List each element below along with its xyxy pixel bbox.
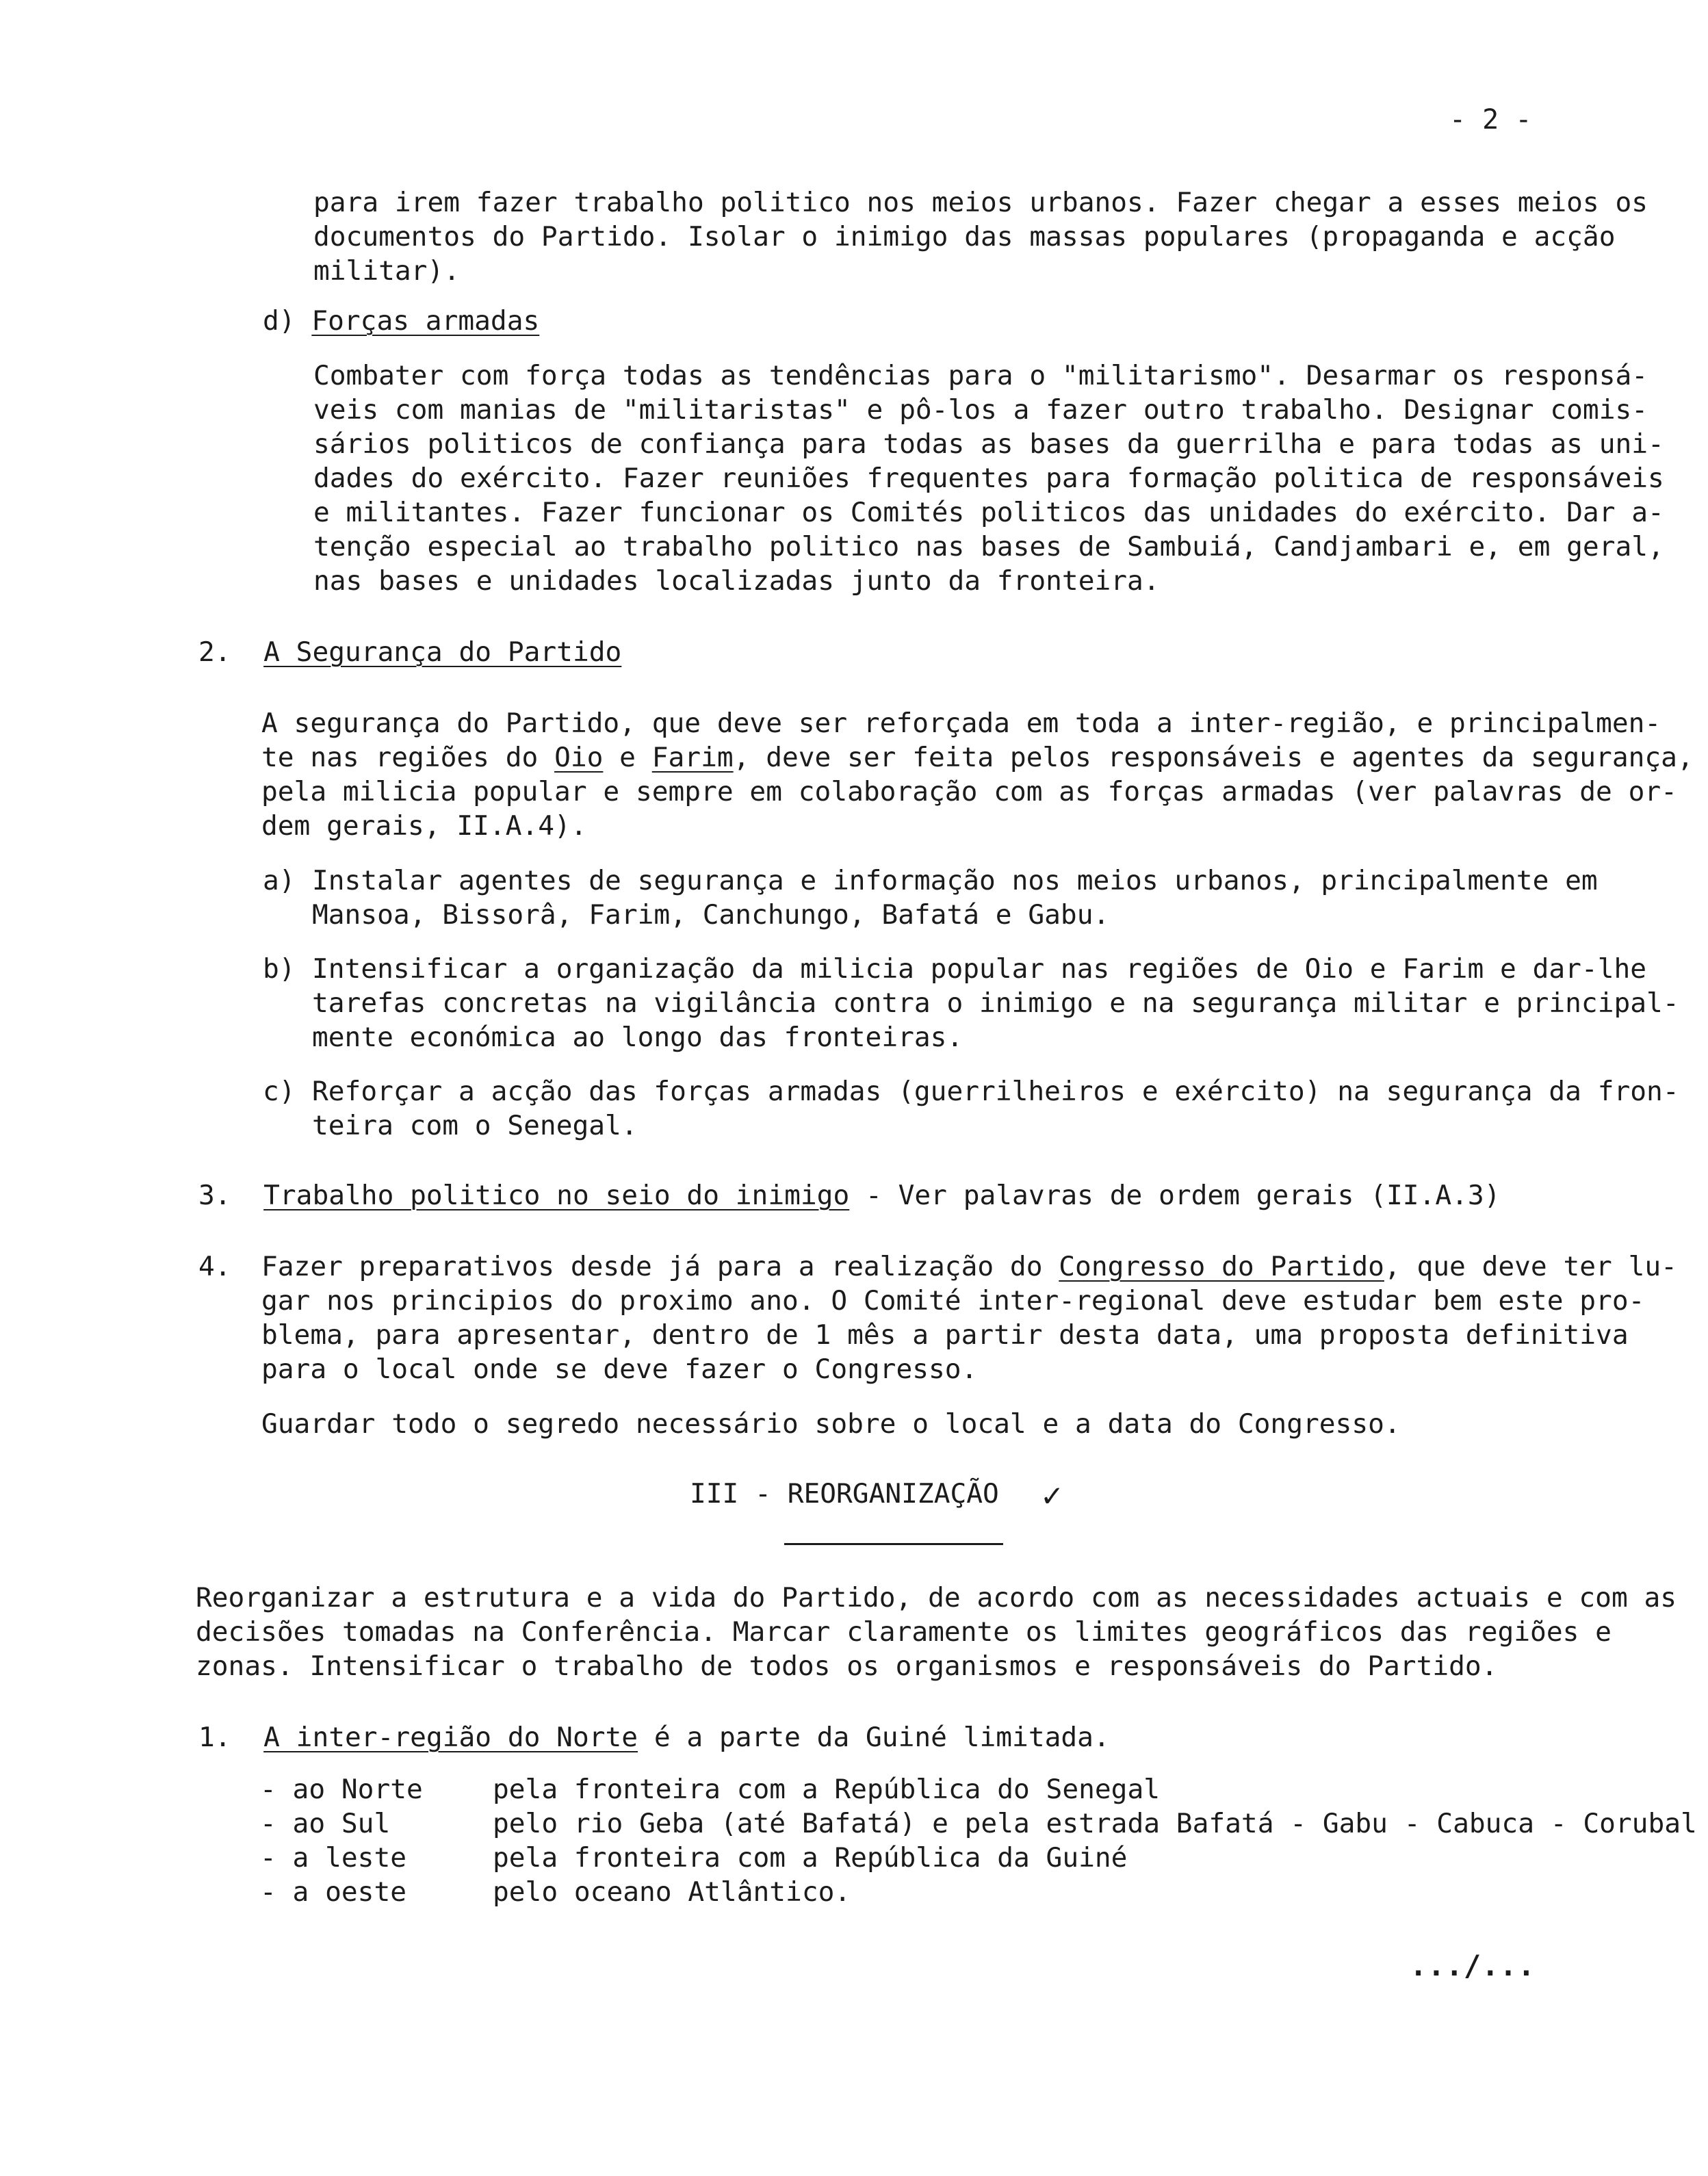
seguranca-line-3: pela milicia popular e sempre em colaboração com as forças armadas (ver palavras de or- bbox=[261, 776, 1677, 807]
section-heading bbox=[690, 1478, 999, 1510]
seguranca-line-1: A segurança do Partido, que deve ser reforçada em toda a inter-região, e principalmen- bbox=[261, 708, 1661, 739]
place-oio: Oio bbox=[554, 742, 604, 773]
seguranca-item-a-line-1: Instalar agentes de segurança e informação nos meios urbanos, principalmente em bbox=[312, 865, 1598, 896]
section-underline bbox=[784, 1543, 1003, 1545]
text-segment: - Ver palavras de ordem gerais (II.A.3) bbox=[849, 1180, 1501, 1211]
heading-text: Trabalho politico no seio do inimigo bbox=[263, 1180, 850, 1211]
item-number: 1. bbox=[198, 1722, 231, 1753]
forcas-line-6: tenção especial ao trabalho politico nas bases de Sambuiá, Candjambari e, em geral, bbox=[313, 531, 1664, 562]
reorg-line-2: decisões tomadas na Conferência. Marcar claramente os limites geográficos das regiões e bbox=[196, 1616, 1612, 1648]
item-marker: d) bbox=[263, 305, 296, 337]
forcas-heading bbox=[263, 304, 539, 338]
forcas-line-2: veis com manias de "militaristas" e pô-los a fazer outro trabalho. Designar comis- bbox=[313, 394, 1648, 426]
intro-line-3: militar). bbox=[313, 255, 461, 287]
forcas-line-5: e militantes. Fazer funcionar os Comités politicos das unidades do exército. Dar a- bbox=[313, 497, 1664, 528]
heading-text: A inter-região do Norte bbox=[263, 1722, 638, 1753]
forcas-line-7: nas bases e unidades localizadas junto da fronteira. bbox=[313, 565, 1160, 597]
seguranca-item-c-marker: c) bbox=[263, 1076, 296, 1107]
norte-heading bbox=[198, 1720, 1110, 1754]
congresso-line-3: blema, para apresentar, dentro de 1 mês a partir desta data, uma proposta definitiva bbox=[261, 1319, 1629, 1351]
forcas-line-4: dades do exército. Fazer reuniões frequentes para formação politica de responsáveis bbox=[313, 463, 1664, 494]
limit-desc-south: pelo rio Geba (até Bafatá) e pela estrada Bafatá - Gabu - Cabuca - Corubal bbox=[493, 1808, 1697, 1839]
section-title: REORGANIZAÇÃO bbox=[787, 1478, 999, 1510]
seguranca-item-b-marker: b) bbox=[263, 953, 296, 985]
heading-text: Forças armadas bbox=[311, 305, 540, 337]
text-segment: é a parte da Guiné limitada. bbox=[638, 1722, 1110, 1753]
heading-text: A Segurança do Partido bbox=[263, 636, 622, 668]
congresso-line-4: para o local onde se deve fazer o Congresso. bbox=[261, 1353, 978, 1385]
limit-dir-south: - ao Sul bbox=[260, 1808, 391, 1839]
limit-dir-east: - a leste bbox=[260, 1842, 407, 1874]
text-segment: , que deve ter lu- bbox=[1384, 1251, 1677, 1282]
limit-desc-east: pela fronteira com a República da Guiné bbox=[493, 1842, 1128, 1874]
forcas-line-1: Combater com força todas as tendências para o "militarismo". Desarmar os responsá- bbox=[313, 360, 1648, 391]
section-numeral: III - bbox=[690, 1478, 788, 1510]
reorg-line-1: Reorganizar a estrutura e a vida do Partido, de acordo com as necessidades actuais e com as bbox=[196, 1582, 1677, 1614]
congresso-number: 4. bbox=[198, 1251, 231, 1282]
text-segment: , deve ser feita pelos responsáveis e agentes da segurança, bbox=[733, 742, 1694, 773]
congresso-link-text: Congresso do Partido bbox=[1059, 1251, 1384, 1282]
page-number: - 2 - bbox=[1449, 104, 1532, 135]
item-number: 3. bbox=[198, 1180, 231, 1211]
limit-desc-north: pela fronteira com a República do Senegal bbox=[493, 1774, 1161, 1805]
seguranca-item-b-line-3: mente económica ao longo das fronteiras. bbox=[312, 1022, 963, 1053]
trabalho-item bbox=[198, 1178, 1501, 1213]
forcas-line-3: sários politicos de confiança para todas as bases da guerrilha e para todas as uni- bbox=[313, 428, 1664, 460]
limit-dir-west: - a oeste bbox=[260, 1876, 407, 1908]
congresso-line-1 bbox=[261, 1249, 1677, 1284]
seguranca-item-a-line-2: Mansoa, Bissorâ, Farim, Canchungo, Bafatá e Gabu. bbox=[312, 899, 1110, 931]
place-farim: Farim bbox=[651, 742, 734, 773]
seguranca-item-b-line-1: Intensificar a organização da milicia popular nas regiões de Oio e Farim e dar-lhe bbox=[312, 953, 1647, 985]
text-segment: e bbox=[603, 742, 652, 773]
congresso-line-2: gar nos principios do proximo ano. O Comité inter-regional deve estudar bem este pro- bbox=[261, 1285, 1645, 1317]
intro-line-1: para irem fazer trabalho politico nos meios urbanos. Fazer chegar a esses meios os bbox=[313, 187, 1648, 218]
limit-dir-north: - ao Norte bbox=[260, 1774, 423, 1805]
reorg-line-3: zonas. Intensificar o trabalho de todos os organismos e responsáveis do Partido. bbox=[196, 1650, 1498, 1682]
intro-line-2: documentos do Partido. Isolar o inimigo das massas populares (propaganda e acção bbox=[313, 221, 1616, 252]
text-segment: Fazer preparativos desde já para a realização do bbox=[261, 1251, 1059, 1282]
continuation-mark: .../... bbox=[1410, 1949, 1536, 1982]
limit-desc-west: pelo oceano Atlântico. bbox=[493, 1876, 851, 1908]
seguranca-item-b-line-2: tarefas concretas na vigilância contra o inimigo e na segurança militar e principal- bbox=[312, 987, 1679, 1019]
item-number: 2. bbox=[198, 636, 231, 668]
seguranca-item-c-line-1: Reforçar a acção das forças armadas (guerrilheiros e exército) na segurança da fron- bbox=[312, 1076, 1679, 1107]
check-mark-icon: ✓ bbox=[1040, 1479, 1065, 1513]
congresso-secret: Guardar todo o segredo necessário sobre o local e a data do Congresso. bbox=[261, 1408, 1401, 1440]
seguranca-item-a-marker: a) bbox=[263, 865, 296, 896]
seguranca-heading bbox=[198, 635, 621, 669]
text-segment: te nas regiões do bbox=[261, 742, 555, 773]
seguranca-line-4: dem gerais, II.A.4). bbox=[261, 810, 587, 842]
seguranca-line-2 bbox=[261, 740, 1694, 775]
seguranca-item-c-line-2: teira com o Senegal. bbox=[312, 1110, 638, 1141]
